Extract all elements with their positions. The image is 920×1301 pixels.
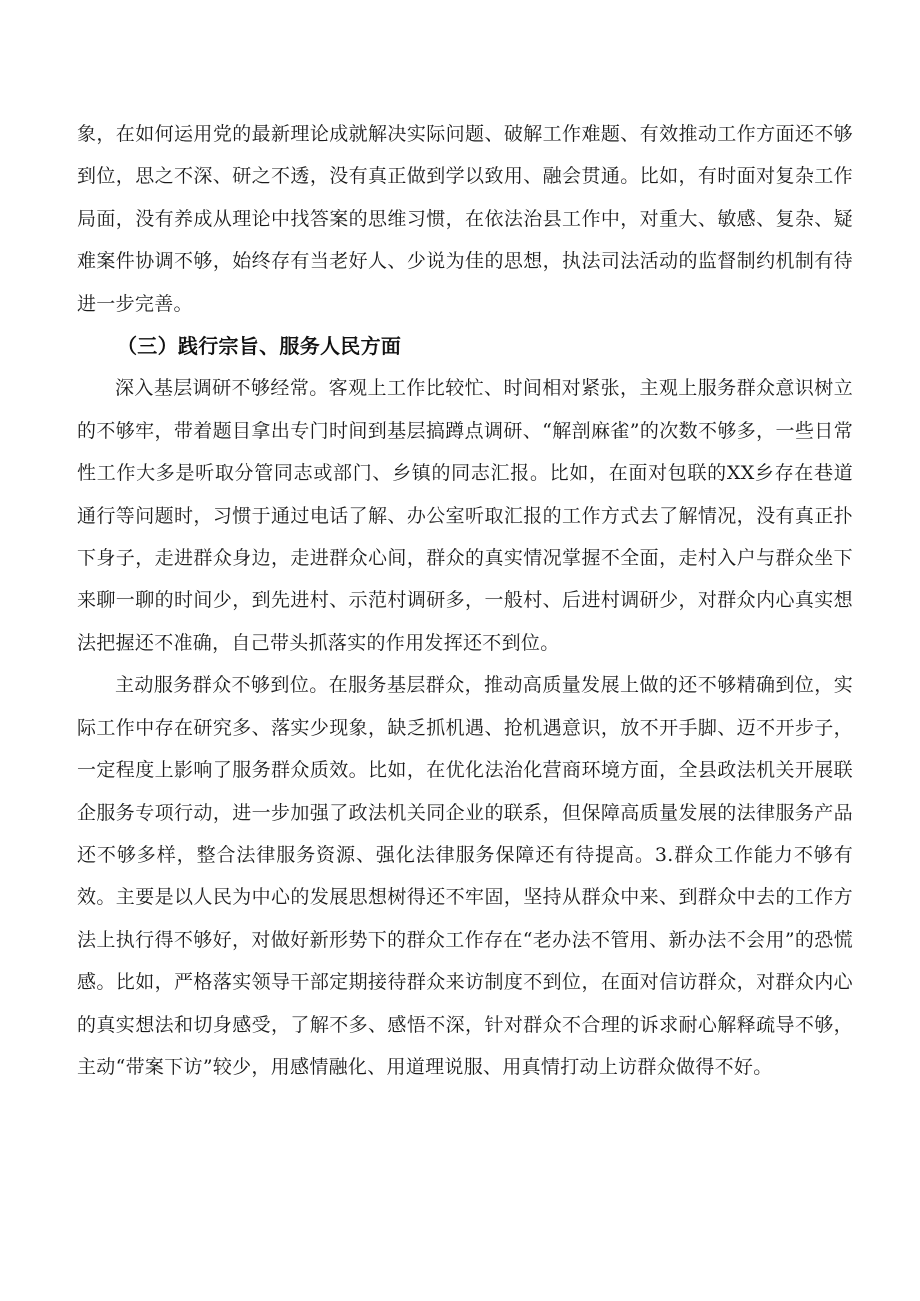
section-heading-3: （三）践行宗旨、服务人民方面	[117, 334, 402, 359]
paragraph-continued: 象，在如何运用党的最新理论成就解决实际问题、破解工作难题、有效推动工作方面还不够到位，思之不深、研之不透，没有真正做到学以致用、融会贯通。比如，有时面对复杂工作局面，没有养成从理论中找答案的思维习惯，在依法治县工作中，对重大、敏感、复杂、疑难案件协调不够，始终存有当老好人、少说为佳的思想，执法司法活动的监督制约机制有待进一步完善。	[77, 123, 853, 315]
paragraph-serving-masses: 主动服务群众不够到位。在服务基层群众，推动高质量发展上做的还不够精确到位，实际工作中存在研究多、落实少现象，缺乏抓机遇、抢机遇意识，放不开手脚、迈不开步子，一定程度上影响了服务群众质效。比如，在优化法治化营商环境方面，全县政法机关开展联企服务专项行动，进一步加强了政法机关同企业的联系，但保障高质量发展的法律服务产品还不够多样，整合法律服务资源、强化法律服务保障还有待提高。3.群众工作能力不够有效。主要是以人民为中心的发展思想树得还不牢固，坚持从群众中来、到群众中去的工作方法上执行得不够好，对做好新形势下的群众工作存在“老办法不管用、新办法不会用”的恐慌感。比如，严格落实领导干部定期接待群众来访制度不到位，在面对信访群众，对群众内心的真实想法和切身感受，了解不多、感悟不深，针对群众不合理的诉求耐心解释疏导不够，主动“带案下访”较少，用感情融化、用道理说服、用真情打动上访群众做得不好。	[77, 674, 853, 1078]
paragraph-grassroots-research: 深入基层调研不够经常。客观上工作比较忙、时间相对紧张，主观上服务群众意识树立的不够牢，带着题目拿出专门时间到基层搞蹲点调研、“解剖麻雀”的次数不够多，一些日常性工作大多是听取分管同志或部门、乡镇的同志汇报。比如，在面对包联的XX乡存在巷道通行等问题时，习惯于通过电话了解、办公室听取汇报的工作方式去了解情况，没有真正扑下身子，走进群众身边，走进群众心间，群众的真实情况掌握不全面，走村入户与群众坐下来聊一聊的时间少，到先进村、示范村调研多，一般村、后进村调研少，对群众内心真实想法把握还不准确，自己带头抓落实的作用发挥还不到位。	[77, 377, 853, 654]
document-body	[77, 113, 853, 1088]
